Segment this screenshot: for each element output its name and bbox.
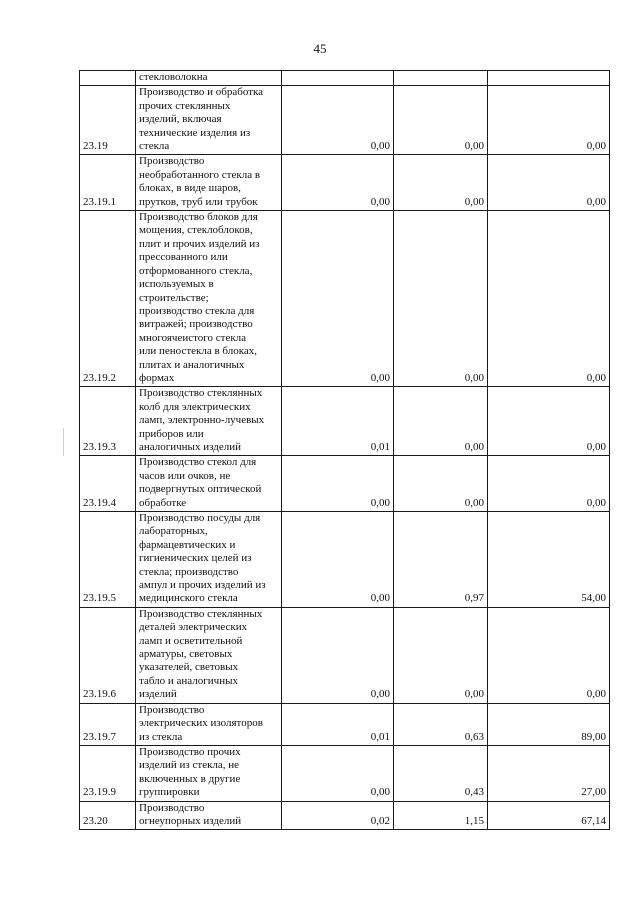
- value-cell-2: 0,43: [394, 745, 488, 801]
- activity-name-line: часов или очков, не: [139, 469, 231, 482]
- table-row: [80, 512, 610, 608]
- table-row: [80, 211, 610, 387]
- activity-name-line: ламп, электронно-лучевых: [139, 414, 265, 427]
- activity-code-cell: 23.19.3: [80, 387, 136, 456]
- activity-name-line: лабораторных,: [139, 525, 208, 538]
- activity-name-line: Производство: [139, 155, 205, 168]
- activity-name-line: электрических изоляторов: [139, 717, 263, 730]
- activity-name-cell: [136, 155, 282, 211]
- value-cell-1: 0,00: [282, 607, 394, 703]
- table-row: [80, 155, 610, 211]
- value-cell-2: 0,00: [394, 86, 488, 155]
- activity-name-line: прутков, труб или трубок: [139, 195, 258, 208]
- activity-name-line: гигиенических целей из: [139, 552, 252, 565]
- activity-name-cell: [136, 456, 282, 512]
- activity-name-cell: [136, 703, 282, 745]
- activity-name-line: огнеупорных изделий: [139, 814, 242, 827]
- activity-name-line: Производство блоков для: [139, 211, 258, 224]
- activity-name-line: Производство прочих: [139, 745, 241, 758]
- activity-name-cell: [136, 71, 282, 86]
- value-cell-2: 0,63: [394, 703, 488, 745]
- activity-name-line: подвергнутых оптической: [139, 483, 262, 496]
- activity-code-cell: 23.19.2: [80, 211, 136, 387]
- activity-code-cell: 23.19.4: [80, 456, 136, 512]
- value-cell-3: 0,00: [488, 155, 610, 211]
- activity-code-cell: [80, 71, 136, 86]
- table-row: [80, 86, 610, 155]
- activity-name-line: табло и аналогичных: [139, 674, 238, 687]
- activity-name-line: колб для электрических: [139, 400, 251, 413]
- activity-code-cell: 23.19: [80, 86, 136, 155]
- activity-name-line: необработанного стекла в: [139, 168, 261, 181]
- table-row: [80, 745, 610, 801]
- table-body: [80, 71, 610, 830]
- activity-name-cell: [136, 607, 282, 703]
- value-cell-2: [394, 71, 488, 86]
- activity-name-cell: [136, 512, 282, 608]
- value-cell-2: 0,00: [394, 211, 488, 387]
- value-cell-2: 0,00: [394, 387, 488, 456]
- value-cell-3: [488, 71, 610, 86]
- value-cell-3: 27,00: [488, 745, 610, 801]
- activity-name-line: изделий, включая: [139, 113, 222, 126]
- value-cell-1: 0,00: [282, 86, 394, 155]
- value-cell-1: 0,01: [282, 387, 394, 456]
- table-row: [80, 607, 610, 703]
- table-row: [80, 801, 610, 830]
- value-cell-3: 0,00: [488, 387, 610, 456]
- activity-name-line: Производство посуды для: [139, 512, 261, 524]
- value-cell-1: 0,00: [282, 211, 394, 387]
- activity-name-line: указателей, световых: [139, 661, 239, 674]
- value-cell-1: [282, 71, 394, 86]
- activity-name-line: группировки: [139, 786, 200, 799]
- activity-name-line: Производство стекол для: [139, 456, 257, 469]
- value-cell-3: 0,00: [488, 456, 610, 512]
- activity-name-line: арматуры, световых: [139, 648, 233, 661]
- activity-name-cell: [136, 745, 282, 801]
- activity-name-line: Производство: [139, 801, 205, 814]
- value-cell-2: 1,15: [394, 801, 488, 830]
- activity-name-line: аналогичных изделий: [139, 440, 241, 453]
- activity-code-cell: 23.19.1: [80, 155, 136, 211]
- activity-name-line: Производство стеклянных: [139, 607, 263, 620]
- value-cell-1: 0,00: [282, 745, 394, 801]
- activity-name-cell: [136, 387, 282, 456]
- activity-name-line: прессованного или: [139, 251, 228, 264]
- activity-code-cell: 23.20: [80, 801, 136, 830]
- activity-name-line: прочих стеклянных: [139, 99, 231, 112]
- activity-name-cell: [136, 801, 282, 830]
- activity-name-cell: [136, 211, 282, 387]
- activity-name-line: ламп и осветительной: [139, 634, 243, 647]
- value-cell-3: 89,00: [488, 703, 610, 745]
- activity-name-line: изделий из стекла, не: [139, 759, 240, 772]
- table-row: [80, 387, 610, 456]
- activity-name-line: строительстве;: [139, 291, 209, 304]
- table-row: [80, 703, 610, 745]
- value-cell-1: 0,00: [282, 456, 394, 512]
- activity-name-line: или пеностекла в блоках,: [139, 345, 258, 358]
- scan-edge-mark: [63, 428, 64, 456]
- value-cell-1: 0,01: [282, 703, 394, 745]
- activity-code-cell: 23.19.9: [80, 745, 136, 801]
- activity-name-line: плитах и аналогичных: [139, 358, 245, 371]
- value-cell-3: 0,00: [488, 211, 610, 387]
- activity-name-line: Производство: [139, 703, 205, 716]
- activity-name-line: Производство и обработка: [139, 86, 264, 99]
- activity-name-line: изделий: [139, 688, 177, 701]
- activity-name-line: Производство стеклянных: [139, 387, 263, 400]
- value-cell-3: 54,00: [488, 512, 610, 608]
- page-number: 45: [313, 41, 327, 56]
- activity-name-line: стекла; производство: [139, 565, 239, 578]
- value-cell-2: 0,97: [394, 512, 488, 608]
- activity-name-line: формах: [139, 371, 175, 384]
- activity-name-line: обработке: [139, 496, 187, 509]
- value-cell-2: 0,00: [394, 607, 488, 703]
- activity-name-line: фармацевтических и: [139, 538, 236, 551]
- activity-name-cell: [136, 86, 282, 155]
- data-table: [79, 70, 610, 830]
- activity-name-line: производство стекла для: [139, 304, 255, 317]
- value-cell-3: 0,00: [488, 607, 610, 703]
- activity-name-line: плит и прочих изделий из: [139, 237, 260, 250]
- table-row: [80, 71, 610, 86]
- activity-name-line: стекловолокна: [139, 71, 208, 83]
- value-cell-2: 0,00: [394, 155, 488, 211]
- activity-name-line: технические изделия из: [139, 126, 251, 139]
- activity-name-line: включенных в другие: [139, 772, 241, 785]
- value-cell-1: 0,00: [282, 512, 394, 608]
- activity-code-cell: 23.19.5: [80, 512, 136, 608]
- activity-code-cell: 23.19.6: [80, 607, 136, 703]
- value-cell-3: 67,14: [488, 801, 610, 830]
- activity-name-line: мощения, стеклоблоков,: [139, 224, 253, 237]
- activity-name-line: блоках, в виде шаров,: [139, 182, 241, 195]
- activity-name-line: многоячеистого стекла: [139, 331, 247, 344]
- value-cell-2: 0,00: [394, 456, 488, 512]
- activity-name-line: деталей электрических: [139, 621, 248, 634]
- value-cell-1: 0,02: [282, 801, 394, 830]
- activity-name-line: медицинского стекла: [139, 592, 238, 605]
- activity-name-line: отформованного стекла,: [139, 264, 253, 277]
- activity-name-line: ампул и прочих изделий из: [139, 579, 266, 592]
- value-cell-1: 0,00: [282, 155, 394, 211]
- activity-code-cell: 23.19.7: [80, 703, 136, 745]
- activity-name-line: стекла: [139, 140, 170, 153]
- activity-name-line: из стекла: [139, 730, 183, 743]
- activity-name-line: используемых в: [139, 278, 214, 291]
- table-row: [80, 456, 610, 512]
- activity-name-line: приборов или: [139, 427, 204, 440]
- value-cell-3: 0,00: [488, 86, 610, 155]
- activity-name-line: витражей; производство: [139, 318, 253, 331]
